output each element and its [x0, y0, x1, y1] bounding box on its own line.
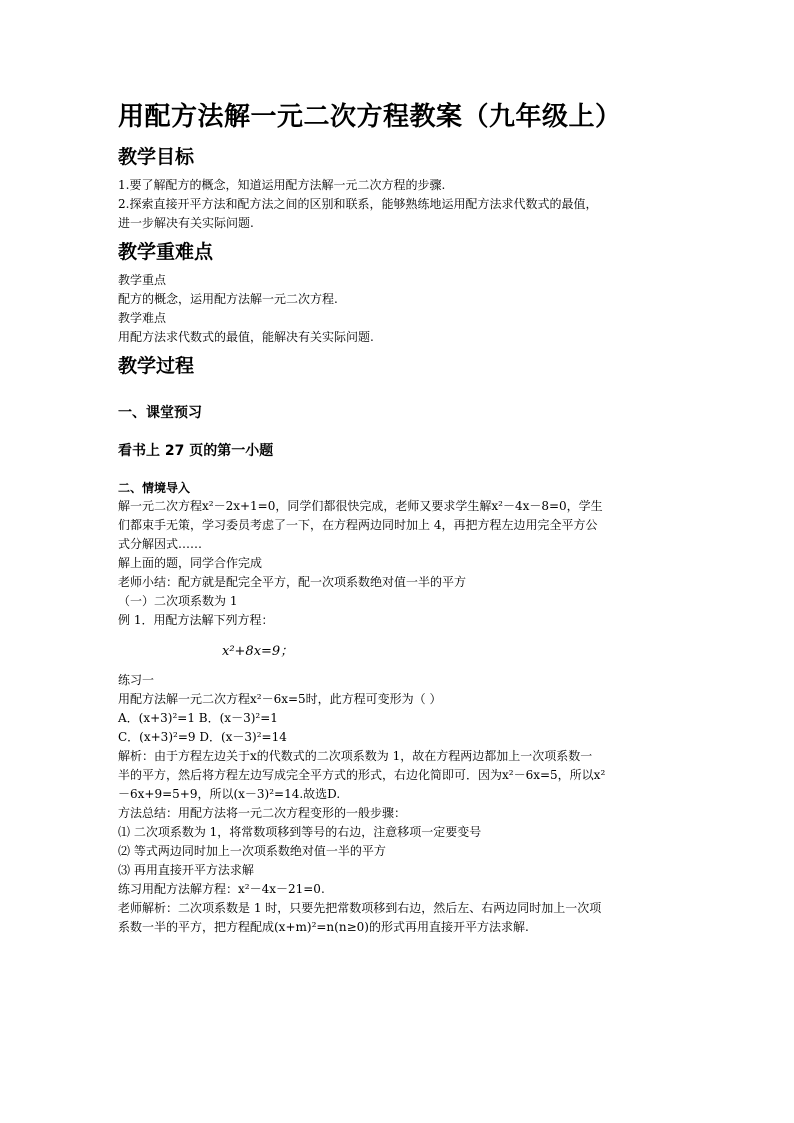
process-heading: 教学过程	[118, 355, 195, 377]
preview-task: 看书上 27 页的第一小题	[118, 443, 274, 459]
practice-option-line: C．(x+3)²=9 D．(x－3)²=14	[118, 730, 287, 744]
intro-line: 老师小结：配方就是配完全平方，配一次项系数绝对值一半的平方	[118, 575, 467, 589]
practice-task-line: 练习用配方法解方程：x²－4x－21=0.	[118, 882, 325, 896]
intro-line: 例 1．用配方法解下列方程：	[118, 613, 274, 627]
preview-heading: 一、课堂预习	[118, 405, 202, 421]
method-summary-line: 方法总结：用配方法将一元二次方程变形的一般步骤：	[118, 806, 407, 820]
intro-line: （一）二次项系数为 1	[118, 594, 238, 608]
intro-line: 们都束手无策，学习委员考虑了一下，在方程两边同时加上 4，再把方程左边用完全平方公	[118, 518, 598, 532]
key-point-line: 用配方法求代数式的最值，能解决有关实际问题.	[118, 330, 374, 344]
analysis-line: －6x+9=5+9，所以(x－3)²=14.故选D.	[118, 787, 341, 801]
intro-line: 解上面的题，同学合作完成	[118, 556, 263, 570]
goal-item: 1.要了解配方的概念，知道运用配方法解一元二次方程的步骤.	[118, 178, 446, 192]
analysis-line: 解析：由于方程左边关于x的代数式的二次项系数为 1，故在方程两边都加上一次项系数一	[118, 749, 593, 763]
practice-option-line: A．(x+3)²=1 B．(x－3)²=1	[118, 711, 278, 725]
document-title: 用配方法解一元二次方程教案（九年级上）	[118, 102, 622, 132]
method-step: ⑶ 再用直接开平方法求解	[118, 863, 254, 877]
teacher-analysis-line: 系数一半的平方，把方程配成(x+m)²=n(n≥0)的形式再用直接开平方法求解.	[118, 920, 529, 934]
method-step: ⑴ 二次项系数为 1，将常数项移到等号的右边，注意移项一定要变号	[118, 825, 482, 839]
goal-item: 2.探索直接开平方法和配方法之间的区别和联系，能够熟练地运用配方法求代数式的最值，	[118, 197, 598, 211]
document-content	[118, 96, 678, 937]
example-equation: x²+8x=9；	[222, 644, 294, 659]
method-step: ⑵ 等式两边同时加上一次项系数绝对值一半的平方	[118, 844, 386, 858]
teacher-analysis-line: 老师解析：二次项系数是 1 时，只要先把常数项移到右边，然后左、右两边同时加上一次项	[118, 901, 602, 915]
analysis-line: 半的平方，然后将方程左边写成完全平方式的形式，右边化简即可．因为x²－6x=5，所以x²	[118, 768, 606, 782]
intro-line: 解一元二次方程x²－2x+1=0，同学们都很快完成，老师又要求学生解x²－4x－8=0，学生	[118, 499, 603, 513]
key-point-line: 教学难点	[118, 311, 167, 325]
key-points-heading: 教学重难点	[118, 241, 214, 263]
key-point-line: 配方的概念，运用配方法解一元二次方程.	[118, 292, 338, 306]
goal-item: 进一步解决有关实际问题.	[118, 216, 254, 230]
intro-line: 式分解因式……	[118, 537, 203, 551]
intro-heading: 二、情境导入	[118, 481, 191, 495]
practice-line: 练习一	[118, 673, 155, 687]
key-point-line: 教学重点	[118, 273, 167, 287]
practice-line: 用配方法解一元二次方程x²－6x=5时，此方程可变形为（ ）	[118, 692, 442, 706]
goals-heading: 教学目标	[118, 146, 195, 168]
